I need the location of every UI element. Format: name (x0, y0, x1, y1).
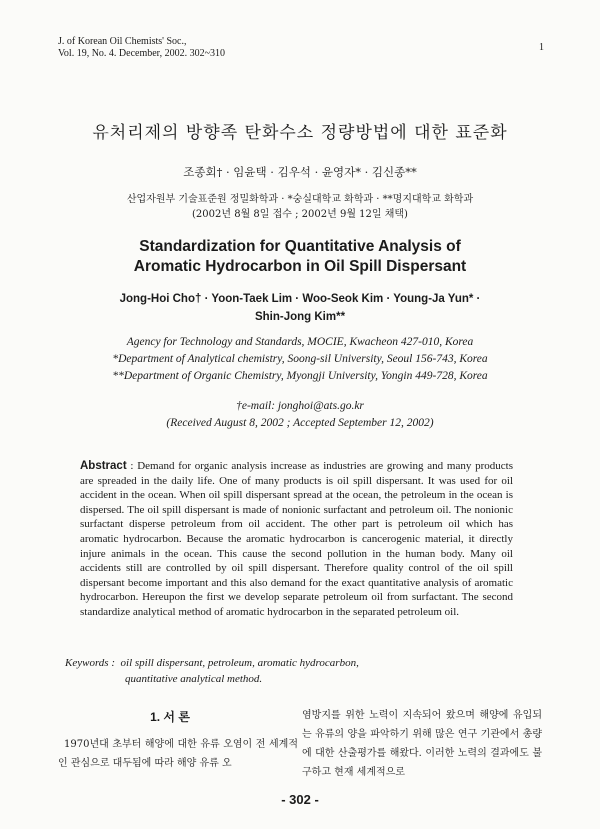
email: †e-mail: jonghoi@ats.go.kr (236, 400, 364, 412)
section-heading: 1. 서 론 (150, 710, 190, 724)
english-title (0, 237, 600, 277)
english-title-line-1: Standardization for Quantitative Analysis of (139, 238, 461, 255)
abstract-text: : Demand for organic analysis increase as industries are growing and many products are spreaded in the daily life. One of many products is oil spill dispersant. It was used for oil accident in the ocean. When oil spill dispersant spread at the ocean, the petroleum in the ocean is dispersed. The oil spill dispersant is made of nonionic surfactant and petroleum oil. The nonionic surfactant disperse petroleum from oil accident. The other part is petroleum oil which has aromatic hydrocarbon. Because the aromatic hydrocarbon is cancerogenic material, it directly injure animals in the ocean. This cause the second pollution in the human body. Many oil accidents still are controlled by oil spill dispersant. Therefore quality control of the oil spill dispersant become important and this also demand for the exact quantitative analysis of aromatic hydrocarbon. Hereupon the first we develop separate petroleum oil from surfactant. The second standardize analytical method of aromatic hydrocarbon in the separated petroleum oil. (80, 460, 513, 618)
english-authors-line-2: Shin-Jong Kim** (254, 311, 346, 323)
english-authors (0, 290, 600, 326)
body-right-column: 염방지를 위한 노력이 지속되어 왔으며 해양에 유입되는 유류의 양을 파악하기 위해 많은 연구 기관에서 총량에 대한 산출평가를 해왔다. 이러한 노력의 결과에도 불구하고 현재 세계적으로 (302, 710, 542, 778)
affiliation-1: Agency for Technology and Standards, MOCIE, Kwacheon 427-010, Korea (126, 336, 474, 348)
affiliation-3: **Department of Organic Chemistry, Myongji University, Yongin 449-728, Korea (112, 370, 488, 382)
journal-line-2: Vol. 19, No. 4. December, 2002. 302~310 (58, 48, 226, 59)
korean-affiliation: 산업자원부 기술표준원 정밀화학과 · *숭실대학교 화학과 · **명지대학교 화학과 (126, 194, 474, 205)
footer-page-number: - 302 - (281, 792, 319, 807)
keywords-line-2: quantitative analytical method. (125, 673, 263, 685)
korean-received-dates: (2002년 8월 8일 접수 ; 2002년 9월 12일 채택) (192, 209, 408, 220)
abstract (80, 459, 513, 620)
abstract-label: Abstract (80, 460, 127, 472)
contact-block (0, 398, 600, 432)
english-affiliations (0, 334, 600, 385)
keywords-label: Keywords : (65, 657, 116, 669)
english-title-line-2: Aromatic Hydrocarbon in Oil Spill Dispersant (133, 258, 467, 275)
keywords (65, 655, 359, 687)
journal-line-1: J. of Korean Oil Chemists' Soc., (58, 36, 187, 47)
korean-authors: 조종회† · 임윤택 · 김우석 · 윤영자* · 김신종** (183, 165, 417, 179)
body-left-column: 1970년대 초부터 해양에 대한 유류 오염이 전 세계적인 관심으로 대두됨에 따라 해양 유류 오 (58, 739, 298, 769)
affiliation-2: *Department of Analytical chemistry, Soong-sil University, Seoul 156-743, Korea (112, 353, 488, 365)
received-dates: (Received August 8, 2002 ; Accepted September 12, 2002) (166, 417, 434, 429)
korean-title: 유처리제의 방향족 탄화수소 정량방법에 대한 표준화 (92, 123, 508, 143)
english-authors-line-1: Jong-Hoi Cho† · Yoon-Taek Lim · Woo-Seok Kim · Young-Ja Yun* · (119, 293, 481, 305)
korean-affiliation-block (0, 192, 600, 222)
header-page-number: 1 (539, 42, 544, 53)
keywords-line-1: oil spill dispersant, petroleum, aromatic hydrocarbon, (120, 657, 359, 669)
journal-header (58, 36, 225, 60)
